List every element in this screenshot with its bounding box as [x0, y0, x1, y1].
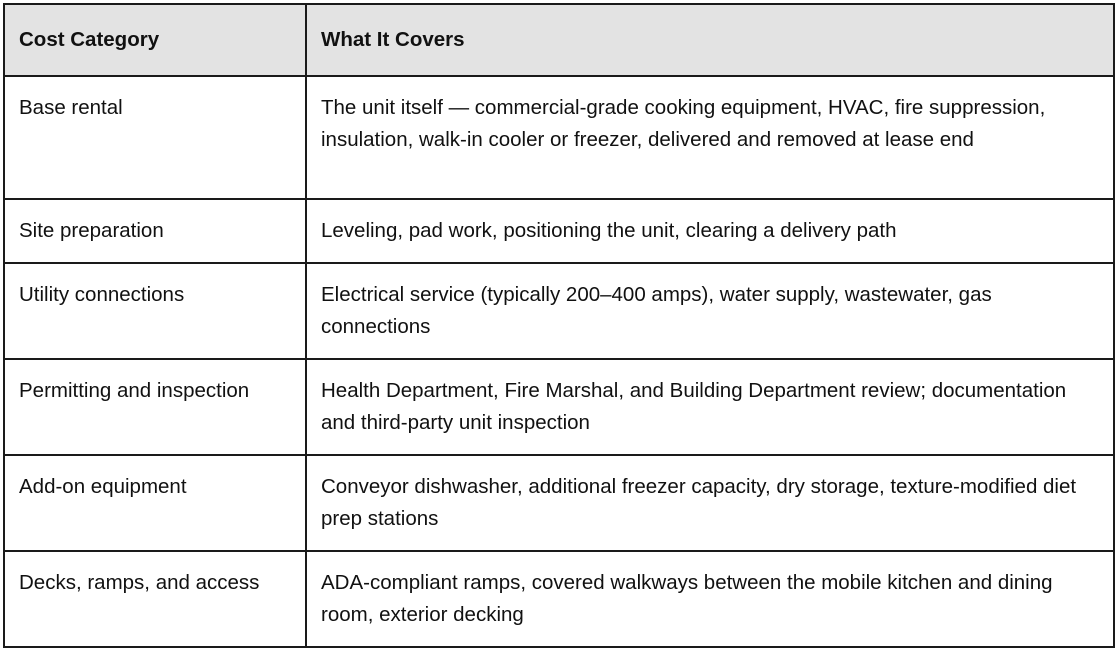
cost-category-cell: Base rental [4, 76, 306, 199]
cost-category-cell: Decks, ramps, and access [4, 551, 306, 647]
cost-table [3, 3, 1115, 648]
coverage-cell: Electrical service (typically 200–400 amps), water supply, wastewater, gas connections [306, 263, 1114, 359]
coverage-cell: Conveyor dishwasher, additional freezer capacity, dry storage, texture-modified diet prep stations [306, 455, 1114, 551]
cost-category-cell: Permitting and inspection [4, 359, 306, 455]
table-row [4, 263, 1114, 359]
table-header-row [4, 4, 1114, 76]
table-row [4, 199, 1114, 263]
cost-category-cell: Utility connections [4, 263, 306, 359]
table-row [4, 455, 1114, 551]
header-cost-category: Cost Category [4, 4, 306, 76]
cost-category-cell: Site preparation [4, 199, 306, 263]
cost-category-cell: Add-on equipment [4, 455, 306, 551]
coverage-cell: ADA-compliant ramps, covered walkways between the mobile kitchen and dining room, exterior decking [306, 551, 1114, 647]
coverage-cell: Health Department, Fire Marshal, and Building Department review; documentation and third-party unit inspection [306, 359, 1114, 455]
coverage-cell: Leveling, pad work, positioning the unit, clearing a delivery path [306, 199, 1114, 263]
table-row [4, 551, 1114, 647]
header-what-it-covers: What It Covers [306, 4, 1114, 76]
table-row [4, 76, 1114, 199]
coverage-cell: The unit itself — commercial-grade cooking equipment, HVAC, fire suppression, insulation, walk-in cooler or freezer, delivered and removed at lease end [306, 76, 1114, 199]
table-row [4, 359, 1114, 455]
